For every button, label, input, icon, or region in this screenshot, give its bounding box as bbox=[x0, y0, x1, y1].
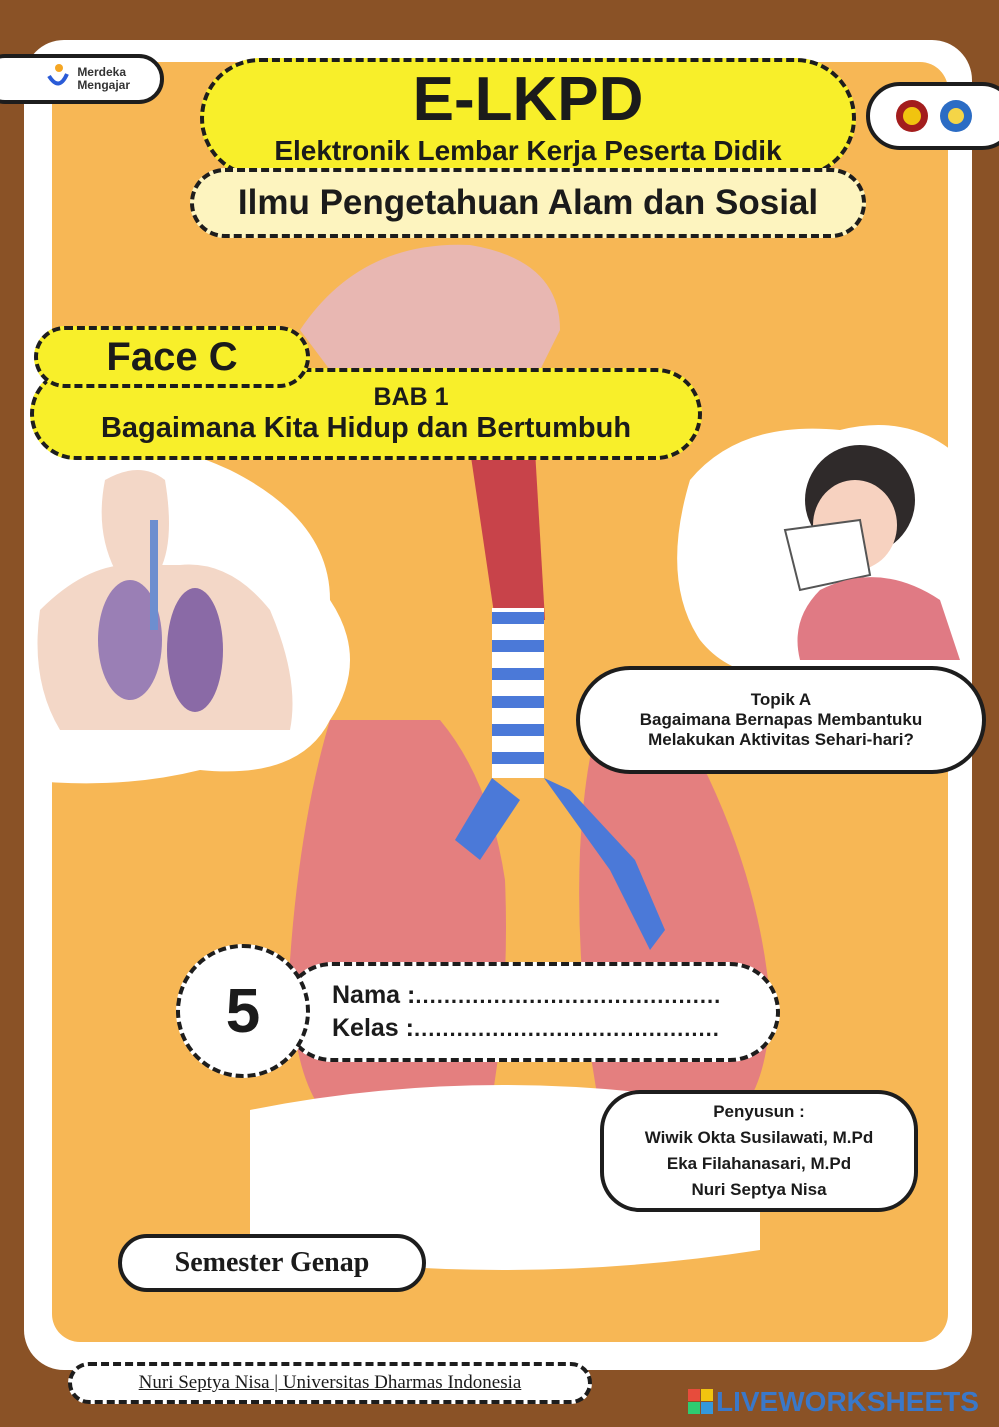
grade-circle bbox=[176, 944, 310, 1078]
watermark-text: LIVEWORKSHEETS bbox=[716, 1386, 979, 1417]
university-seal-icon bbox=[894, 98, 930, 134]
footer-text: Nuri Septya Nisa | Universitas Dharmas Indonesia bbox=[138, 1372, 522, 1393]
authors-heading: Penyusun : bbox=[713, 1102, 805, 1121]
title-main: E-LKPD bbox=[412, 65, 644, 134]
merdeka-mengajar-logo bbox=[0, 54, 164, 104]
phase-label: Face C bbox=[106, 334, 238, 379]
liveworksheets-logo-icon bbox=[688, 1389, 714, 1415]
class-label: Kelas : bbox=[332, 1014, 414, 1042]
subject-banner bbox=[190, 168, 866, 238]
name-field[interactable]: ........................................... bbox=[415, 983, 722, 1008]
authors-box bbox=[600, 1090, 918, 1212]
title-sub: Elektronik Lembar Kerja Peserta Didik bbox=[274, 135, 782, 166]
footer-credit bbox=[68, 1362, 592, 1404]
ministry-logo-icon bbox=[938, 98, 974, 134]
semester-label: Semester Genap bbox=[174, 1247, 370, 1278]
liveworksheets-watermark bbox=[688, 1386, 979, 1418]
name-label: Nama : bbox=[332, 981, 416, 1009]
author-3: Nuri Septya Nisa bbox=[691, 1180, 827, 1199]
topic-line-1: Bagaimana Bernapas Membantuku bbox=[639, 710, 923, 729]
institution-logos bbox=[866, 82, 999, 150]
phase-badge bbox=[34, 326, 310, 388]
student-form bbox=[282, 962, 780, 1062]
logo-line-1: Merdeka bbox=[77, 65, 127, 79]
subject-title: Ilmu Pengetahuan Alam dan Sosial bbox=[237, 183, 819, 222]
topic-line-2: Melakukan Aktivitas Sehari-hari? bbox=[648, 730, 914, 749]
semester-badge bbox=[118, 1234, 426, 1292]
author-1: Wiwik Okta Susilawati, M.Pd bbox=[644, 1128, 874, 1147]
class-field[interactable]: ........................................... bbox=[413, 1016, 720, 1041]
grade-number: 5 bbox=[225, 976, 261, 1046]
title-banner bbox=[200, 58, 856, 178]
author-2: Eka Filahanasari, M.Pd bbox=[666, 1154, 852, 1173]
topic-label: Topik A bbox=[750, 690, 812, 709]
merdeka-logo-icon bbox=[45, 62, 71, 96]
topic-box bbox=[576, 666, 986, 774]
logo-line-2: Mengajar bbox=[77, 78, 130, 92]
chapter-number: BAB 1 bbox=[373, 383, 449, 411]
chapter-title: Bagaimana Kita Hidup dan Bertumbuh bbox=[100, 412, 632, 444]
